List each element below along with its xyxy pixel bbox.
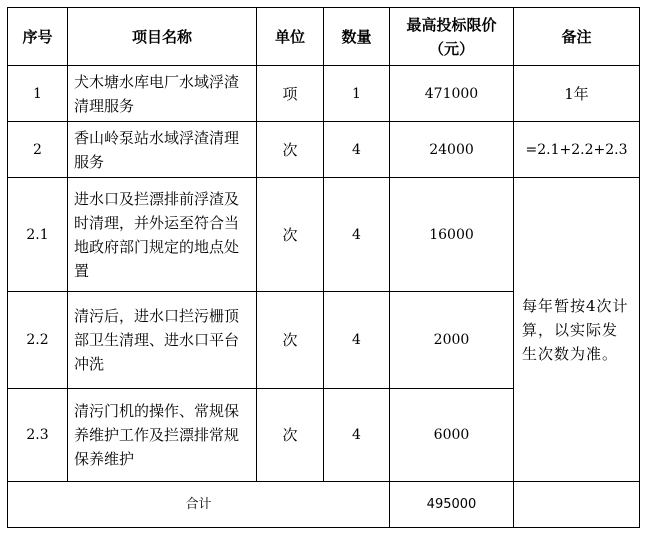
row-seq: 2.1 bbox=[8, 178, 68, 292]
row-qty: 4 bbox=[324, 122, 390, 178]
row-price: 6000 bbox=[390, 389, 514, 482]
table-row bbox=[8, 66, 640, 122]
table-row bbox=[8, 122, 640, 178]
row-name: 清污门机的操作、常规保养维护工作及拦漂排常规保养维护 bbox=[68, 389, 257, 482]
total-value: 495000 bbox=[390, 482, 514, 528]
row-unit: 项 bbox=[257, 66, 324, 122]
header-seq: 序号 bbox=[8, 8, 68, 66]
merged-remark: 每年暂按4次计算，以实际发生次数为准。 bbox=[514, 178, 640, 482]
row-price: 16000 bbox=[390, 178, 514, 292]
row-seq: 2.3 bbox=[8, 389, 68, 482]
row-unit: 次 bbox=[257, 178, 324, 292]
header-price-line2: （元） bbox=[428, 39, 474, 58]
row-seq: 2.2 bbox=[8, 292, 68, 389]
total-label: 合计 bbox=[8, 482, 390, 528]
header-remark: 备注 bbox=[514, 8, 640, 66]
row-seq: 1 bbox=[8, 66, 68, 122]
total-row bbox=[8, 482, 640, 528]
row-name: 香山岭泵站水域浮渣清理服务 bbox=[68, 122, 257, 178]
row-name: 进水口及拦漂排前浮渣及时清理，并外运至符合当地政府部门规定的地点处置 bbox=[68, 178, 257, 292]
header-qty: 数量 bbox=[324, 8, 390, 66]
row-remark: =2.1+2.2+2.3 bbox=[514, 122, 640, 178]
row-price: 24000 bbox=[390, 122, 514, 178]
header-row bbox=[8, 8, 640, 66]
row-qty: 4 bbox=[324, 389, 390, 482]
row-price: 2000 bbox=[390, 292, 514, 389]
header-unit: 单位 bbox=[257, 8, 324, 66]
row-unit: 次 bbox=[257, 292, 324, 389]
header-price-line1: 最高投标限价 bbox=[406, 15, 497, 34]
row-qty: 4 bbox=[324, 178, 390, 292]
row-unit: 次 bbox=[257, 389, 324, 482]
price-table bbox=[7, 7, 640, 528]
row-name: 犬木塘水库电厂水域浮渣清理服务 bbox=[68, 66, 257, 122]
row-qty: 4 bbox=[324, 292, 390, 389]
total-remark bbox=[514, 482, 640, 528]
row-unit: 次 bbox=[257, 122, 324, 178]
row-qty: 1 bbox=[324, 66, 390, 122]
header-price bbox=[390, 8, 514, 66]
row-price: 471000 bbox=[390, 66, 514, 122]
header-name: 项目名称 bbox=[68, 8, 257, 66]
row-remark: 1年 bbox=[514, 66, 640, 122]
table-row bbox=[8, 178, 640, 292]
row-name: 清污后，进水口拦污栅顶部卫生清理、进水口平台冲洗 bbox=[68, 292, 257, 389]
row-seq: 2 bbox=[8, 122, 68, 178]
